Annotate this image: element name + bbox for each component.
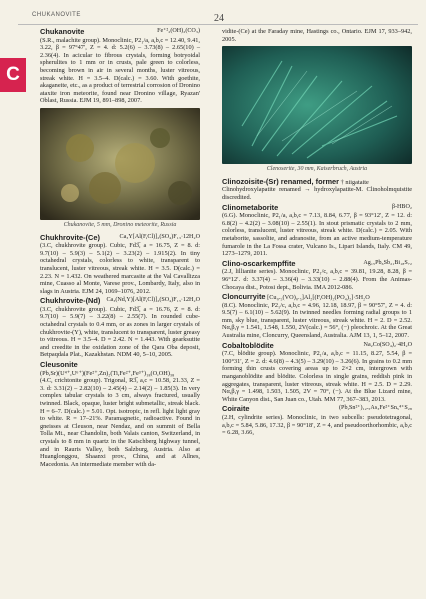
entry-name: Coiraite <box>222 404 250 414</box>
mineral-entry <box>40 297 200 359</box>
entry-body: (2.H, cylindrite series). Monoclinic, in two subcells: pseudotetragonal, a,b,c = 5.84, 5.86, 17.32, β = 90°18′, Z = 4, and pseudoorthorhombic, a,b,c = 6.28, 3.66, <box>222 414 412 437</box>
entry-formula: Ca₃Y[Al(F,Cl)]₂(SO₄)F₁₃·12H₂O <box>119 233 200 240</box>
entry-name: Chukhrovite-(Nd) <box>40 296 101 306</box>
page-number: 24 <box>214 13 224 24</box>
page-header <box>18 10 418 25</box>
mineral-entry <box>222 342 412 404</box>
chukanovite-photo-image <box>40 108 200 220</box>
entry-name: Chukanovite <box>40 27 85 36</box>
thumb-index-letter: C <box>6 64 20 85</box>
entry-name: Cleusonite <box>40 360 78 370</box>
entry-name: Chukhrovite-(Ce) <box>40 232 100 242</box>
photo-caption: Chukanovite, 5 mm, Dronino meteorite, Russia <box>63 221 177 228</box>
entry-body: (2.J, lillianite series). Monoclinic, P2₁/c, a,b,c = 39.81, 19.28, 8.28, β = 96°12′. d: 3.37(4) – 3.36(4) – 3.33(10) – 2.88(4). From the Animas-Chocaya dist., Potosi dept., Bolivia. IMA 2012-086. <box>222 268 412 291</box>
entry-formula: Na₂Co(SO₄)₂·4H₂O <box>363 341 412 348</box>
right-column <box>222 28 412 439</box>
entry-formula: † niigataite <box>340 178 369 186</box>
entry-body: (8.C). Monoclinic, P2₁/c, a,b,c = 4.96, 12.18, 18.97, β = 90°57′, Z = 4. d: 9.5(7) – 6.1(10) – 5.62(9). In twinned needles forming radial groups to 1 mm, sky blue, transparent, luster vitreous, streak white. H = 2. D = 2.52. Nα,β,γ = 1.541, 1.548, 1.550, 2V(calc.) = 56°, (−) pleochroic. At the Great Australia mine, Cloncurry, Queensland, Australia. AJM 13, 1, 5–12, 2007. <box>222 301 412 340</box>
photo-caption: Clenoserite, 30 mm, Kaiserbruch, Austria <box>266 166 368 173</box>
entry-name: Cloncurryite <box>222 292 266 302</box>
entry-body: Clinohydroxylapatite renamed → hydroxylapatite-M. Clinoholmquistite discredited. <box>222 186 412 201</box>
mineral-entry <box>222 293 412 340</box>
running-head: CHUKANOVITE <box>32 12 81 18</box>
mineral-entry <box>40 234 200 296</box>
entry-body: (6.G). Monoclinic, P2₁/a, a,b,c = 7.13, 8.84, 6.77, β = 93°12′, Z = 12. d: 6.8(2) – 4.2(2) – 3.08(10) – 2.55(1). In stout prismatic crystals to 2 mm, colorless, translucent, luster vitreous, streak white. D(calc.) = 2.05. With metaborite, sassolite, and adranosite, from an active medium-temperature fumarole in the La Fossa crater, Vulcano Is., Lipari Islands, Italy. CM 49, 1273–1279, 2011. <box>222 212 412 258</box>
clenoserite-photo-image <box>222 46 412 164</box>
mineral-entry <box>40 28 200 105</box>
mineral-entry <box>222 204 412 258</box>
entry-name: Clinozoisite-(Sr) renamed, former <box>222 176 340 186</box>
entry-name: Cobaltoblödite <box>222 340 274 350</box>
entry-formula: Ca₃(Nd,Y)[Al(F,Cl)]₂(SO₄)F₁₃·12H₂O <box>106 297 200 304</box>
mineral-entry <box>222 178 412 202</box>
mineral-entry <box>222 405 412 436</box>
entry-formula: [Cu₀.₅(VO)₀.₅]Al₂[(F,OH)₂(PO₄)₂]·5H₂O <box>267 294 370 302</box>
entry-formula: β-HBO₂ <box>391 203 412 210</box>
entry-continuation: vidite-(Ce) at the Faraday mine, Hastings co., Ontario. EJM 17, 933–942, 2005. <box>222 28 412 43</box>
entry-name: Clinometaborite <box>222 202 279 212</box>
entry-body: (4.C, crichtonite group). Trigonal, R3̅, a,c = 10.58, 21.33, Z = 3. d: 3.31(2) – 2.82(10) – 2.45(4) – 2.14(2) – 1.85(3). In very complex tabular crystals to 3 cm, always fractured, usually twinned. Black, opaque, luster bright submetallic, streak black. H = 6–7. D(calc.) = 5.01. Opt. isotropic, in refl. light light gray to white. R = 17–21%. Paramagnetic, radioactive. Found in gneisses at Cleuson, near Nendaz, and on summit of Bella Tolla Mt., near Chandolin, both Valais canton, Switzerland, in crystals to 8 mm in quartz in the Katschberg highway tunnel, and in Rauris Valley, both Salzburg, Austria. Also at Huanglonggou, Shaanxi prov., China, and at Allnes, Macedonia. An intermediate member with da- <box>40 377 200 468</box>
entry-body: (S.R., malachite group). Monoclinic, P2₁/a, a,b,c = 12.40, 9.41, 3.22, β = 97°47′, Z = 4. d: 5.2(6) – 3.73(8) – 2.65(10) – 2.36(4). In acicular to fibrous crystals, forming botryoidal spherulites to 1 mm or in crusts, pale green to colorless, becoming brown in air in several months, luster vitreous, streak white. H = 3.5–4. D(calc.) = 3.60. With goethite, akaganeite, etc., as a product of terrestrial corrosion of Dronino ataxite iron meteorite, found near Dronino village, Ryazan' Oblast, Russia. EJM 19, 891–898, 2007. <box>40 36 200 105</box>
mineral-entry <box>222 260 412 291</box>
entry-formula: Fe⁺²₂(OH)₂(CO₃) <box>157 28 200 34</box>
entry-name: Clino-oscarkempffite <box>222 258 296 268</box>
entry-body: (3.C, chukhrovite group). Cubic, Fd3̅, a = 16.76, Z = 8. d: 9.7(10) – 5.9(7) – 3.22(8) – 2.55(7). In rounded cube-octahedral crystals to 0.4 mm, or as zones in larger crystals of chukhrovite-(Y), white, translucent to transparent, luster greasy to vitreous. H = 3.5–4. D = 2.42. N = 1.443. With gearksutite and creedite in the oxidation zone of the Qara Oba deposit, Betpaqdala Plat., Kazakhstan. NDM 40, 5–10, 2005. <box>40 305 200 359</box>
thumb-index-tab <box>0 58 26 92</box>
entry-formula: Ag₁₅Pb₆Sb₂₁Bi₁₈S₇₂ <box>363 259 412 266</box>
mineral-photo-chukanovite <box>40 108 200 220</box>
mineral-entry <box>40 361 200 468</box>
entry-body: (3.C, chukhrovite group). Cubic, Fd3̅, a = 16.75, Z = 8. d: 9.7(10) – 5.9(3) – 5.1(2) – 3.23(2) – 1.915(2). In tiny octahedral crystals, colorless to white, transparent to translucent, luster vitreous, streak white. H = 3.5. D(calc.) = 2.23. N = 1.432. On weathered marcasite at the Val Cavallizza mine, Cuasso al Monte, Varese prov., Lombardy, Italy, also in slags in Austria. EJM 24, 1069–1076, 2012. <box>40 242 200 295</box>
left-column <box>40 28 200 470</box>
mineral-photo-clenoserite <box>222 46 412 164</box>
entry-body: (7.C, blödite group). Monoclinic, P2₁/a, a,b,c = 11.15, 8.27, 5.54, β = 100°31′, Z = 2. d: 4.6(8) – 4.3(5) – 3.29(10) – 3.26(6). In grains to 0.2 mm forming thin crusts covering areas up to 2×2 cm, intergrown with manganoblödite and blödite. Colorless in single grains, reddish pink in aggregates, transparent, luster vitreous, streak white. H = 2.5. D = 2.29. Nα,β,γ = 1.498, 1.503, 1.505, 2V = 70°, (−). At the Blue Lizard mine, White Canyon dist., San Juan co., Utah. MM 77, 367–383, 2013. <box>222 350 412 403</box>
entry-formula: (Pb,Sr)(U⁴⁺,U⁶⁺)(Fe²⁺,Zn)₂(Ti,Fe²⁺,Fe³⁺)₁₈(O,OH)₃₈ <box>40 369 175 377</box>
entry-formula: (Pb,Sn²⁺)₁₂.₅As₃Fe²⁺Sn₅⁴⁺S₂₈ <box>339 405 412 412</box>
